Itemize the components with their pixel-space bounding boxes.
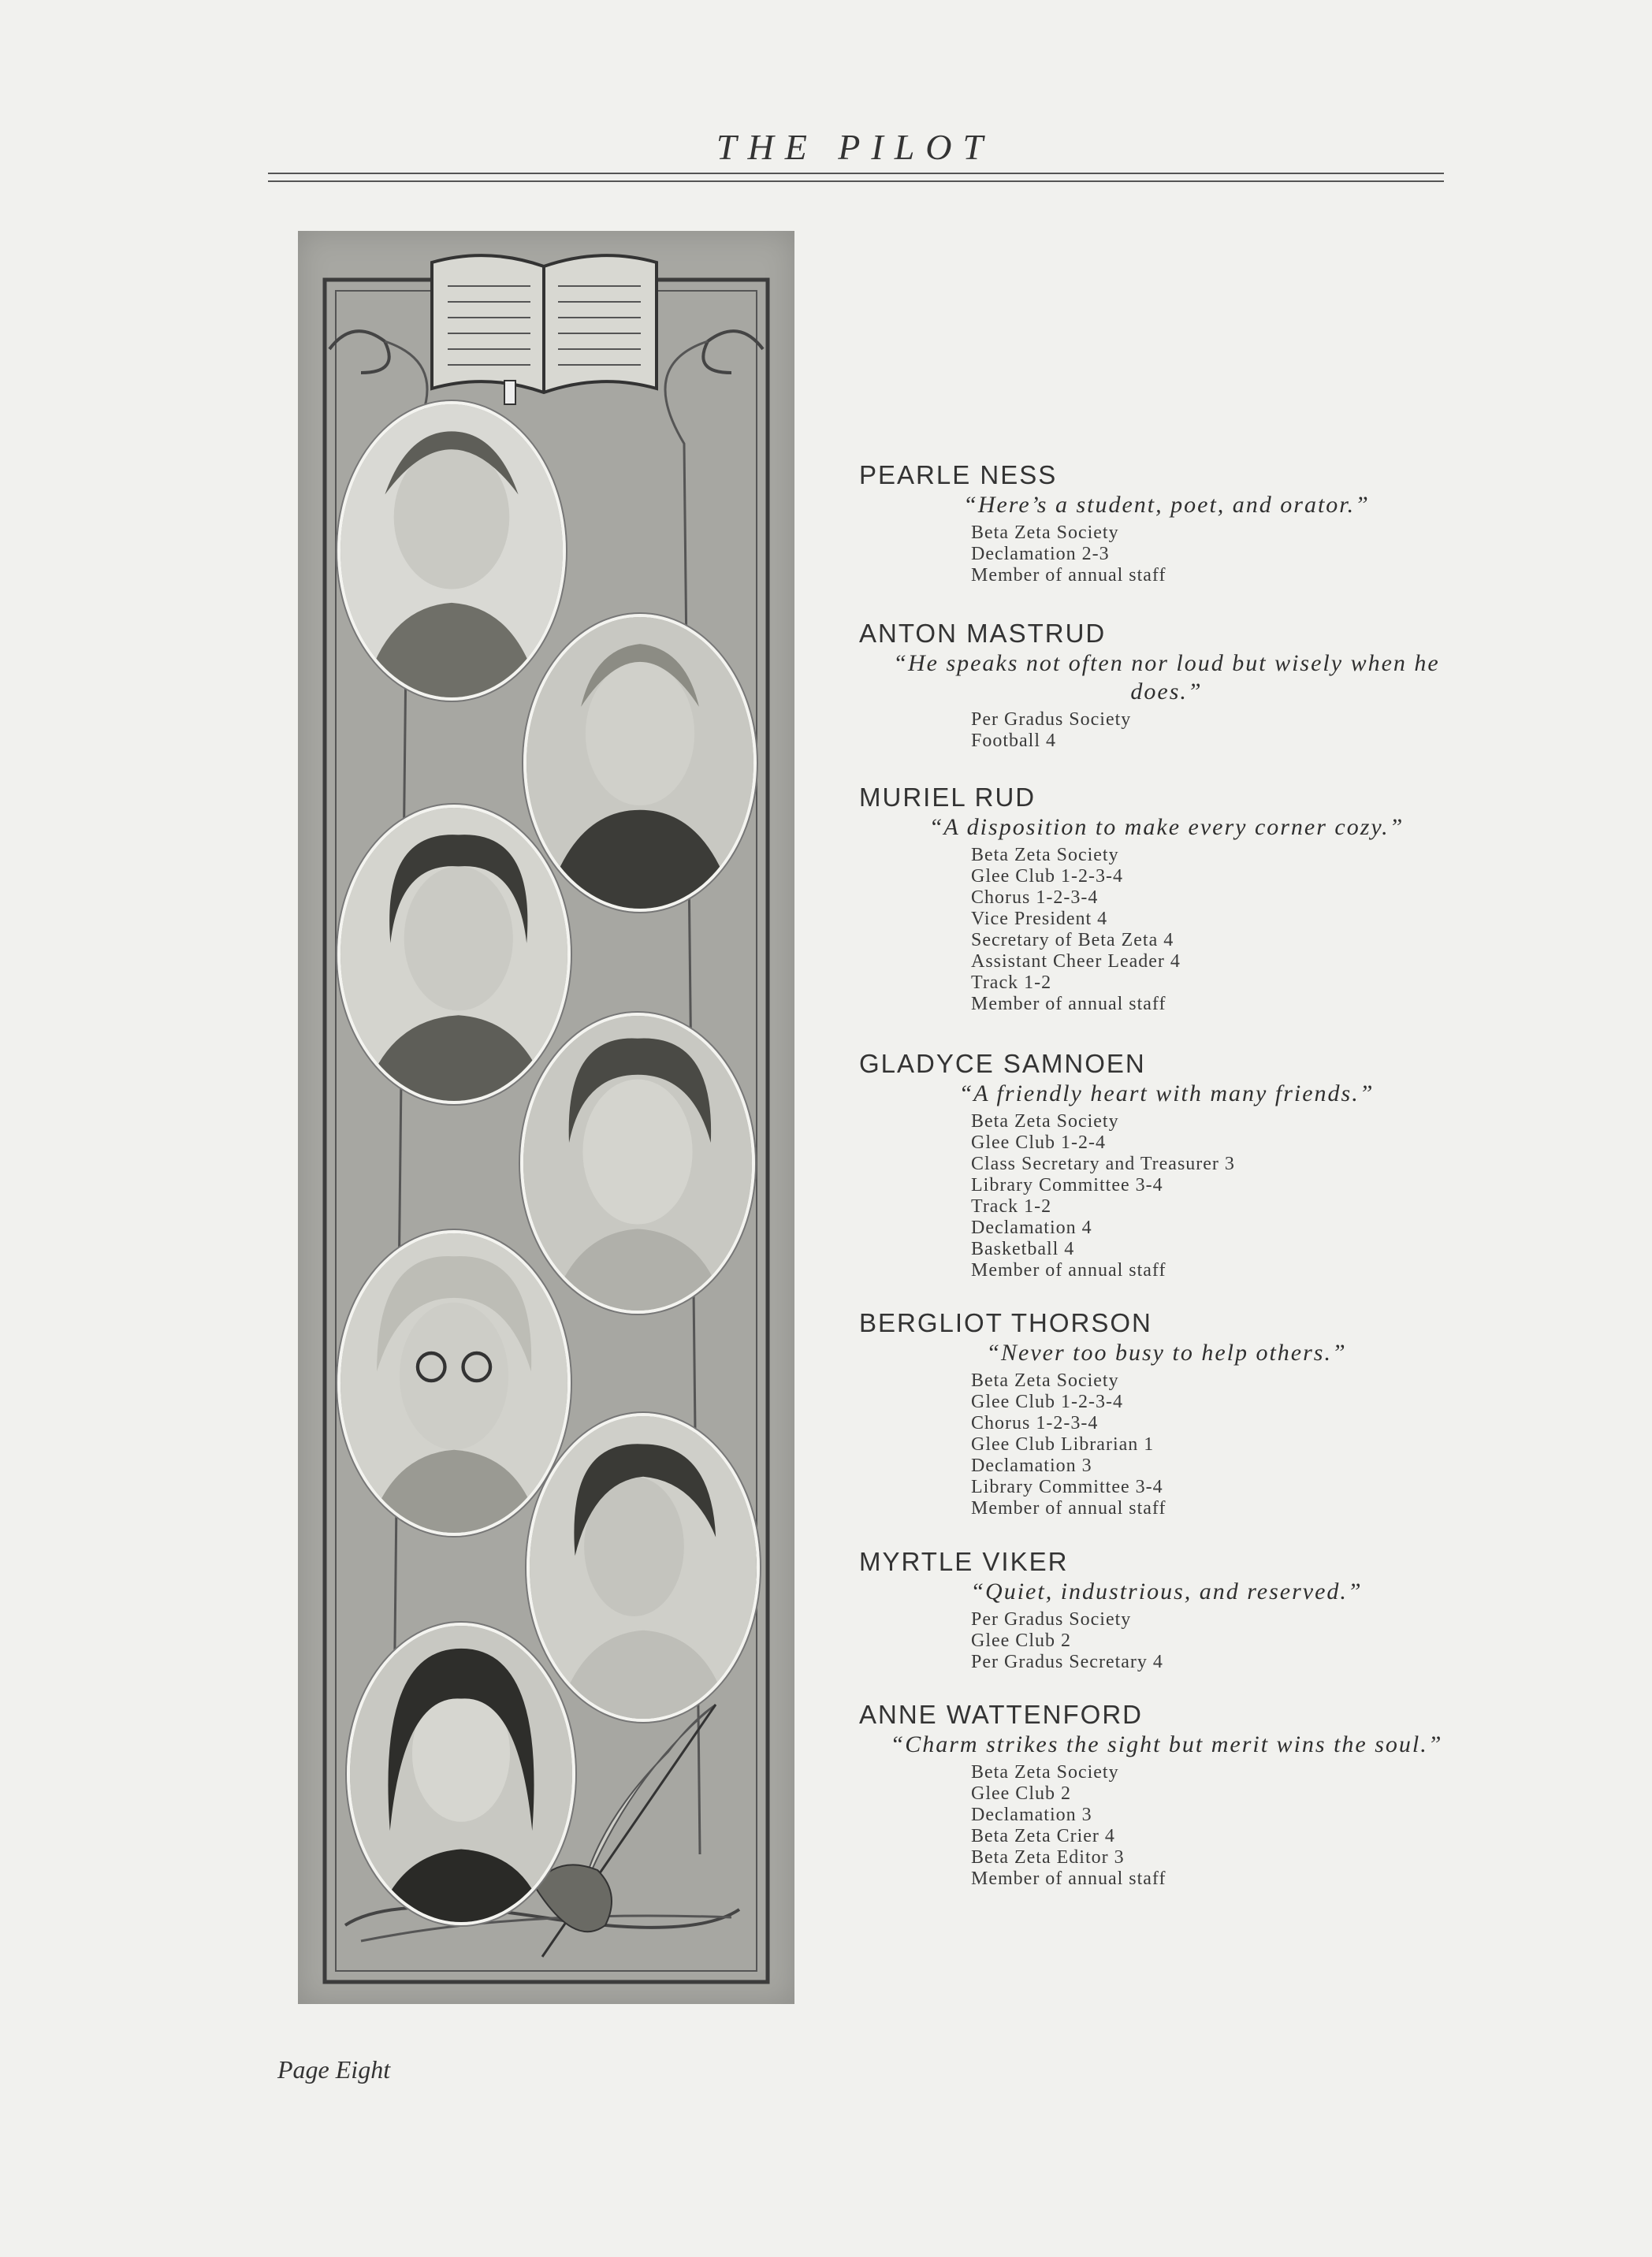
student-quote: “Charm strikes the sight but merit wins the soul.” — [890, 1731, 1443, 1757]
activity-item: Glee Club 1-2-3-4 — [971, 1392, 1123, 1412]
activity-item: Track 1-2 — [971, 972, 1052, 993]
activity-item: Beta Zeta Society — [971, 845, 1119, 865]
activity-item: Glee Club 1-2-3-4 — [971, 866, 1123, 887]
activity-item: Per Gradus Society — [971, 709, 1132, 730]
activity-item: Glee Club 2 — [971, 1630, 1071, 1651]
activity-item: Beta Zeta Society — [971, 522, 1119, 543]
header-rule-top — [268, 173, 1444, 174]
activity-item: Track 1-2 — [971, 1196, 1052, 1217]
activity-item: Declamation 3 — [971, 1805, 1092, 1825]
activities-list — [971, 1609, 1458, 1673]
activity-item: Chorus 1-2-3-4 — [971, 1413, 1099, 1433]
entry-bergliot-thorson — [859, 1307, 1458, 1519]
page-number-label: Page Eight — [277, 2055, 391, 2084]
student-name: ANTON MASTRUD — [859, 619, 1107, 648]
activity-item: Library Committee 3-4 — [971, 1175, 1163, 1195]
student-quote: “He speaks not often nor loud but wisely when he does.” — [893, 650, 1440, 705]
activity-item: Football 4 — [971, 731, 1057, 751]
student-name: GLADYCE SAMNOEN — [859, 1049, 1146, 1078]
activity-item: Member of annual staff — [971, 1868, 1166, 1889]
activity-item: Beta Zeta Society — [971, 1370, 1119, 1391]
activity-item: Declamation 3 — [971, 1456, 1092, 1476]
student-name: BERGLIOT THORSON — [859, 1308, 1152, 1337]
activity-item: Member of annual staff — [971, 994, 1166, 1014]
activity-item: Assistant Cheer Leader 4 — [971, 951, 1181, 972]
activity-item: Member of annual staff — [971, 565, 1166, 586]
portrait-anne-wattenford — [347, 1623, 575, 1925]
activity-item: Declamation 2-3 — [971, 544, 1110, 564]
student-quote: “A disposition to make every corner cozy.” — [928, 814, 1405, 840]
activity-item: Vice President 4 — [971, 909, 1108, 929]
student-quote: “Quiet, industrious, and reserved.” — [970, 1578, 1363, 1604]
activities-list — [971, 709, 1458, 752]
student-name: MYRTLE VIKER — [859, 1547, 1069, 1576]
entry-myrtle-viker — [859, 1546, 1458, 1673]
student-name: MURIEL RUD — [859, 783, 1036, 812]
student-quote: “A friendly heart with many friends.” — [958, 1080, 1375, 1106]
activity-item: Class Secretary and Treasurer 3 — [971, 1154, 1235, 1174]
student-quote: “Here’s a student, poet, and orator.” — [963, 492, 1370, 518]
activity-item: Beta Zeta Society — [971, 1762, 1119, 1783]
activities-list — [971, 522, 1458, 586]
activity-item: Glee Club 2 — [971, 1783, 1071, 1804]
activity-item: Member of annual staff — [971, 1498, 1166, 1519]
page-header-title: THE PILOT — [716, 127, 995, 167]
activities-list — [971, 845, 1458, 1015]
activity-item: Per Gradus Society — [971, 1609, 1132, 1630]
student-quote: “Never too busy to help others.” — [986, 1340, 1347, 1366]
activity-item: Beta Zeta Editor 3 — [971, 1847, 1125, 1868]
activities-list — [971, 1370, 1458, 1519]
student-name: PEARLE NESS — [859, 460, 1058, 489]
activity-item: Member of annual staff — [971, 1260, 1166, 1281]
activity-item: Secretary of Beta Zeta 4 — [971, 930, 1174, 950]
activity-item: Basketball 4 — [971, 1239, 1075, 1259]
activity-item: Declamation 4 — [971, 1218, 1092, 1238]
activity-item: Chorus 1-2-3-4 — [971, 887, 1099, 908]
entry-pearle-ness — [859, 459, 1458, 586]
activity-item: Library Committee 3-4 — [971, 1477, 1163, 1497]
portrait-panel — [298, 231, 794, 2004]
activity-item: Per Gradus Secretary 4 — [971, 1652, 1163, 1672]
student-name: ANNE WATTENFORD — [859, 1700, 1143, 1729]
activity-item: Glee Club Librarian 1 — [971, 1434, 1155, 1455]
activities-list — [971, 1762, 1458, 1890]
header-rule-bottom — [268, 180, 1444, 182]
activity-item: Glee Club 1-2-4 — [971, 1132, 1106, 1153]
entry-muriel-rud — [859, 782, 1458, 1015]
entry-anton-mastrud — [859, 618, 1458, 752]
activity-item: Beta Zeta Crier 4 — [971, 1826, 1115, 1846]
activity-item: Beta Zeta Society — [971, 1111, 1119, 1132]
entry-gladyce-samnoen — [859, 1048, 1458, 1281]
entry-anne-wattenford — [859, 1699, 1458, 1890]
activities-list — [971, 1111, 1458, 1281]
open-book-icon — [432, 255, 657, 404]
